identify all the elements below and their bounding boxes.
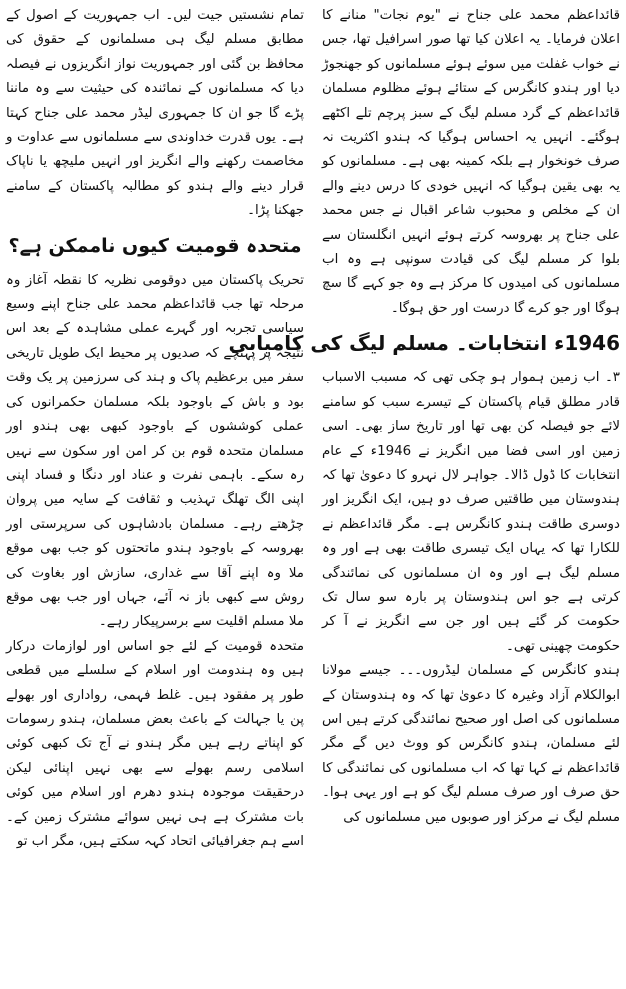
right-paragraph-3-text: ہندو کانگرس کے مسلمان لیڈروں۔۔۔ جیسے مولانا ابوالکلام آزاد وغیرہ کا دعویٰ تھا کہ وہ ہندوستان کے مسلمانوں کی اصل اور صحیح نمائندگی کرتے ہیں اس لئے مسلمان، ہندو کانگرس کو ووٹ دیں گے مگر قائداعظم نے کہا تھا کہ اب مسلمانوں کی نمائندگی کا حق صرف اور صرف مسلم لیگ کو ہے اور یہی ہوا۔ مسلم لیگ نے مرکز اور صوبوں میں مسلمانوں کی: [322, 663, 620, 825]
right-paragraph-2-text: ۳۔ اب زمین ہموار ہو چکی تھی کہ مسبب الاسباب قادر مطلق قیام پاکستان کے تیسرے سبب کو سامنے لائے جو فیصلہ کن بھی تھا اور تاریخ ساز بھی۔ اسی زمین اور اسی فضا میں انگریز نے 1946ء کے عام انتخابات کا ڈول ڈالا۔ جواہر لال نہرو کا دعویٰ تھا کہ ہندوستان میں طاقتیں صرف دو ہیں، ایک انگریز اور دوسری طاقت ہندو کانگرس ہے۔ مگر قائداعظم نے للکارا تھا کہ یہاں ایک تیسری طاقت بھی ہے اور وہ مسلم لیگ ہے اور وہ ان مسلمانوں کی نمائندگی کرتی ہے جو اس ہندوستان پر بارہ سو سال تک حکومت کر گئے ہیں اور جن سے انگریز نے آ کر حکومت چھینی تھی۔: [322, 370, 620, 654]
left-column: [6, 4, 304, 984]
left-paragraph-3-text: متحدہ قومیت کے لئے جو اساس اور لوازمات درکار ہیں وہ ہندومت اور اسلام کے سلسلے میں قطعی طور پر مفقود ہیں۔ غلط فہمی، رواداری اور بھولے پن یا جہالت کے باعث بعض مسلمان، ہندو رسومات کو اپناتے رہے ہیں مگر ہندو نے آج تک کبھی کوئی اسلامی رسم بھولے سے بھی نہیں اپنائی لیکن درحقیقت موجودہ ہندو دھرم اور اسلام میں کوئی بات مشترک ہے ہی نہیں سوائے مشترک زمین کے۔ اسے ہم جغرافیائی اتحاد کہہ سکتے ہیں، مگر اب تو: [6, 638, 304, 849]
elections-1946-heading: 1946ء انتخابات۔ مسلم لیگ کی کامیابی: [228, 331, 620, 356]
left-paragraph-3: [6, 635, 304, 855]
right-paragraph-2: [322, 366, 620, 659]
right-column: [228, 4, 620, 984]
right-paragraph-1-text: قائداعظم محمد علی جناح نے "یوم نجات" منانے کا اعلان فرمایا۔ یہ اعلان کیا تھا صور اسرافیل تھا، جس نے خواب غفلت میں سوئے ہوئے مسلمانوں کو جھنجوڑ دیا اور ہندو کانگرس کے ستائے ہوئے مظلوم مسلمان قائداعظم کے گرد مسلم لیگ کے سبز پرچم تلے اکٹھے ہوگئے۔ انہیں یہ احساس ہوگیا کہ ہندو اکثریت نہ صرف خونخوار ہے بلکہ کمینہ بھی ہے۔ مسلمانوں کو یہ بھی یقین ہوگیا کہ انہیں خودی کا درس دینے والے ان کے مخلص و محبوب شاعر اقبال نے جس محمد علی جناح پر بھروسہ کرتے ہوئے انہیں انگلستان سے بلوا کر مسلم لیگ کی قیادت سونپی ہے وہ اب مسلمانوں کی امیدوں کا مرکز ہے وہ جو کہے گا سچ ہوگا اور جو کرے گا درست اور حق ہوگا۔: [322, 8, 620, 316]
right-paragraph-3: [322, 659, 620, 830]
left-paragraph-1: [6, 4, 304, 224]
right-paragraph-1: [322, 4, 620, 321]
newspaper-page: [6, 4, 620, 984]
left-paragraph-2: [6, 269, 304, 635]
left-paragraph-2-text: تحریک پاکستان میں دوقومی نظریہ کا نقطہ آغاز وہ مرحلہ تھا جب قائداعظم محمد علی جناح اپنے وسیع سیاسی تجربہ اور گہرے عملی مشاہدہ کے بعد اس نتیجہ پر پہنچے کہ صدیوں پر محیط ایک طویل تاریخی سفر میں برعظیم پاک و ہند کی سرزمین پر یک وقت بود و باش کے باوجود بلکہ مسلمان حکمرانوں کی عملی کوششوں کے باوجود کبھی بھی ہندو اور مسلمان متحدہ قوم بن کر امن اور سکون سے نہیں رہ سکے۔ باہمی نفرت و عناد اور دنگا و فساد اپنی اپنی الگ تھلگ تہذیب و ثقافت کے سایہ میں پروان چڑھتے رہے۔ مسلمان بادشاہوں کی سرپرستی اور بھروسہ کے باوجود ہندو ماتحتوں کو جب بھی موقع ملا وہ اپنے آقا سے غداری، سازش اور بغاوت کی روش سے کبھی باز نہ آئے، جہاں اور جب بھی موقع ملا مسلم اقلیت سے برسرپیکار رہے۔: [6, 272, 304, 630]
united-nationhood-heading: متحدہ قومیت کیوں ناممکن ہے؟: [8, 234, 302, 257]
left-paragraph-1-text: تمام نشستیں جیت لیں۔ اب جمہوریت کے اصول کے مطابق مسلم لیگ ہی مسلمانوں کے حقوق کی محافظ بن گئی اور جمہوریت نواز انگریزوں نے فیصلہ دیا کہ مسلمانوں کے نمائندہ کی حیثیت سے وہ ماننا پڑے گا جو ان کا جمہوری لیڈر محمد علی جناح کہتا ہے۔ یوں قدرت خداوندی سے مسلمانوں سے عداوت و مخاصمت رکھنے والے انگریز اور انہیں ملیچھ یا ناپاک قرار دینے والے ہندو کو مطالبہ پاکستان کے سامنے جھکنا پڑا۔: [6, 8, 304, 219]
